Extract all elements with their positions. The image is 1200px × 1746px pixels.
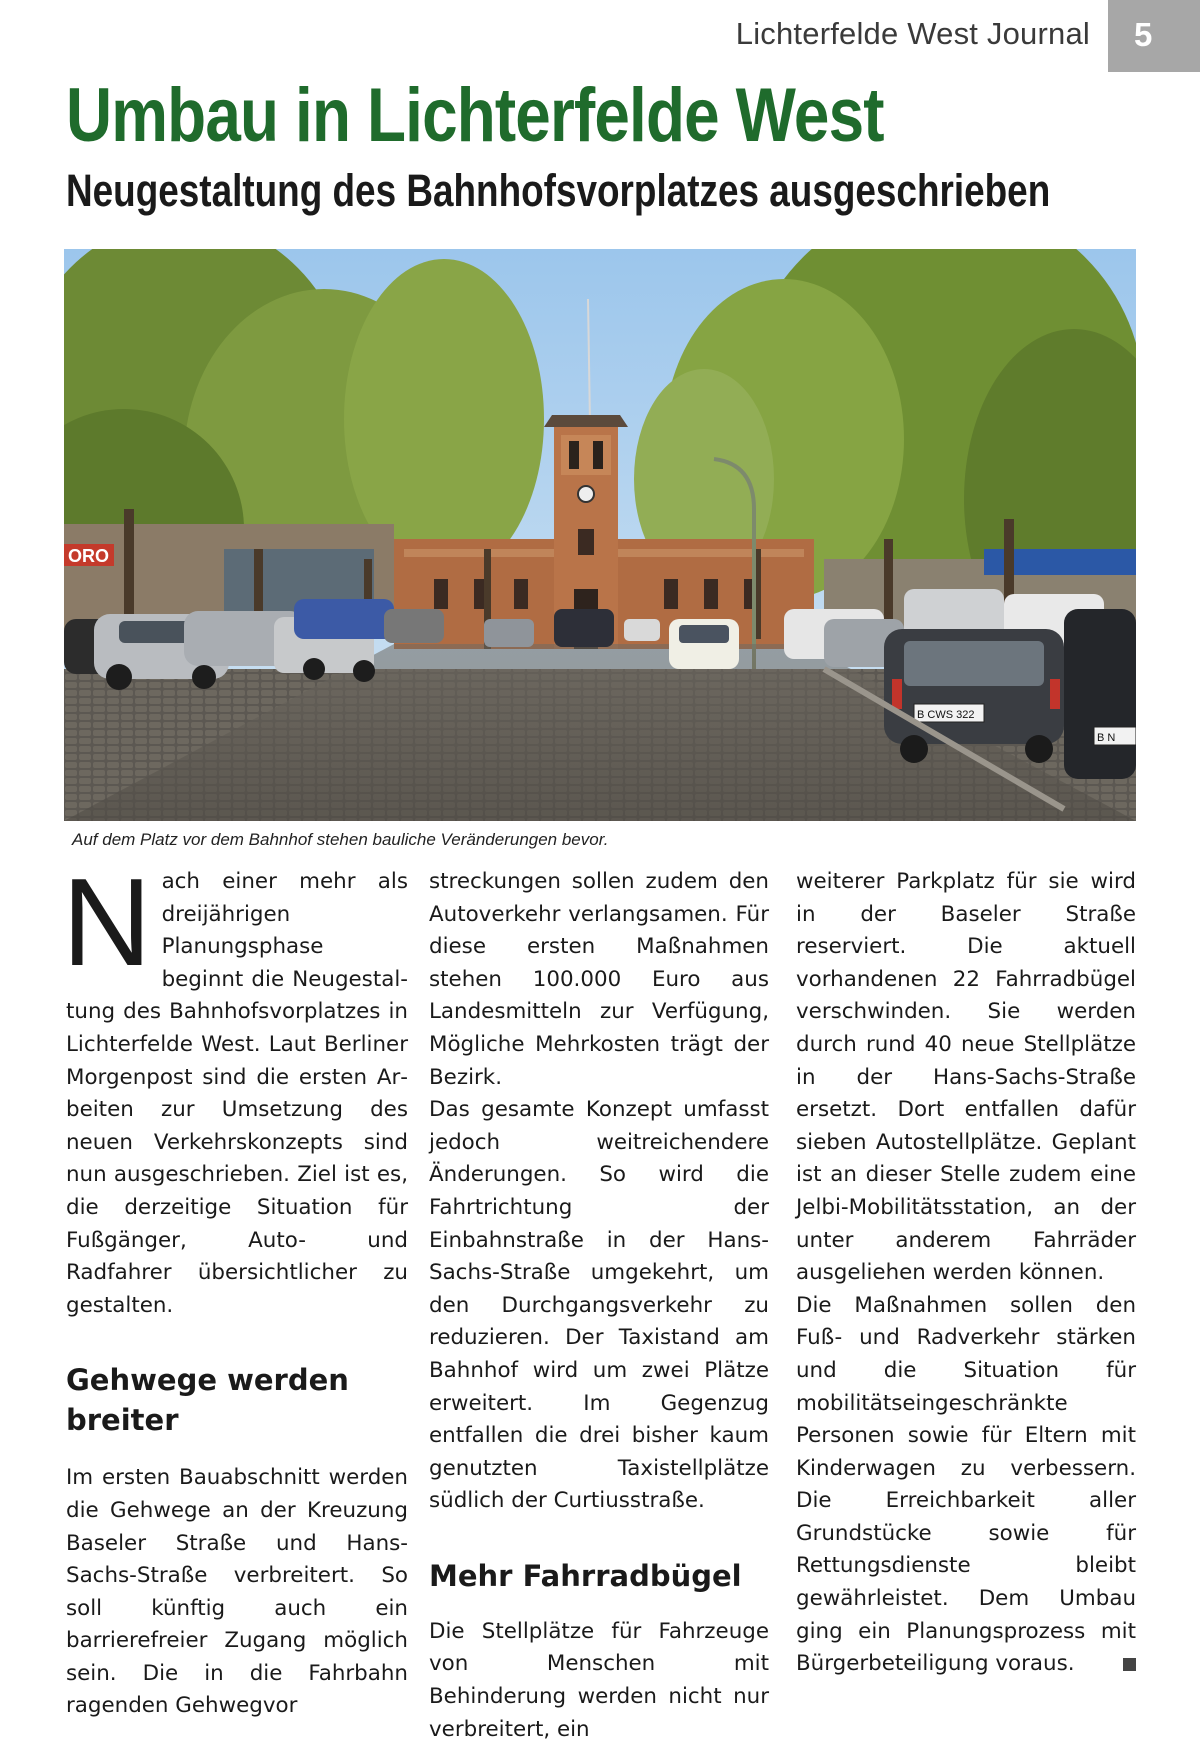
section1-paragraph: Im ersten Bauabschnitt werden die Gehwege an der Kreuzung Baseler Straße und Hans-Sachs-Straße verbreitert. So soll künftig auch ein barrierefreier Zugang möglich sein. Die in die Fahrbahn ragenden Gehwegvor [66, 1465, 408, 1719]
license-plate-1: B CWS 322 [917, 709, 975, 721]
shop-sign-text: ORO [68, 546, 110, 566]
article-headline: Umbau in Lichterfelde West [66, 73, 884, 158]
column-2 [429, 866, 769, 1746]
closing-paragraph [796, 1290, 1136, 1681]
end-of-article-mark [1123, 1658, 1136, 1671]
drop-cap: N [62, 854, 152, 992]
concept-paragraph: Das gesamte Konzept umfasst jedoch weitreichendere Änderungen. So wird die Fahrtrichtung der Einbahnstraße in der Hans-Sachs-Straße umgekehrt, um den Durchgangsverkehr zu reduzieren. Der Taxistand am Bahnhof wird um zwei Plätze erweitert. Im Gegenzug entfallen die drei bisher kaum genutzten Taxistellplätze südlich der Curtiusstraße. [429, 1097, 769, 1514]
subheading-fahrradbuegel: Mehr Fahrradbügel [429, 1558, 742, 1593]
article-subheadline: Neugestaltung des Bahnhofsvorplatzes ausgeschrieben [66, 165, 1051, 216]
photo-caption: Auf dem Platz vor dem Bahnhof stehen bauliche Veränderungen bevor. [72, 830, 609, 849]
subheading-gehwege: Gehwege werden breiter [66, 1363, 349, 1438]
page-number: 5 [1134, 16, 1153, 53]
photo-illustration [64, 249, 1136, 821]
closing-text: Die Maßnahmen sollen den Fuß- und Radverkehr stärken und die Situation für mobilitätseingeschränkte Personen sowie für Eltern mit Kinderwagen zu verbessern. Die Erreichbarkeit aller Grundstücke sowie für Rettungsdienste bleibt gewährleistet. Dem Umbau ging ein Planungsprozess mit Bürgerbeteiligung voraus. [796, 1292, 1136, 1677]
section1-paragraph-cont: streckungen sollen zudem den Autoverkehr verlangsamen. Für diese ersten Maßnahmen stehen 100.000 Euro aus Landesmitteln zur Verfügung, Mögliche Mehrkosten trägt der Bezirk. [429, 869, 769, 1090]
license-plate-2: B N [1097, 732, 1116, 744]
journal-name: Lichterfelde West Journal [735, 16, 1090, 51]
page-header [0, 0, 1200, 72]
intro-paragraph: ach einer mehr als dreijährigen Planungsphase beginnt die Neugestaltung des Bahnhofsvorplatzes in Lichterfelde West. Laut Berliner Morgenpost sind die ersten Arbeiten zur Umsetzung des neuen Verkehrskonzepts sind nun ausgeschrieben. Ziel ist es, die derzeitige Situation für Fußgänger, Auto- und Radfahrer übersichtlicher zu gestalten. [66, 869, 408, 1318]
column-3 [796, 866, 1136, 1681]
section2-paragraph-cont: weiterer Parkplatz für sie wird in der Baseler Straße reserviert. Die aktuell vorhandenen 22 Fahrradbügel verschwinden. Sie werden durch rund 40 neue Stellplätze in der Hans-Sachs-Straße ersetzt. Dort entfallen dafür sieben Autostellplätze. Geplant ist an dieser Stelle zudem eine Jelbi-Mobilitätsstation, an der unter anderem Fahrräder ausgeliehen werden können. [796, 869, 1136, 1286]
section2-paragraph: Die Stellplätze für Fahrzeuge von Menschen mit Behinderung werden nicht nur verbreitert, ein [429, 1618, 769, 1742]
column-1 [62, 854, 408, 1723]
station-square-photo [64, 249, 1136, 821]
page-number-box [1108, 0, 1200, 72]
